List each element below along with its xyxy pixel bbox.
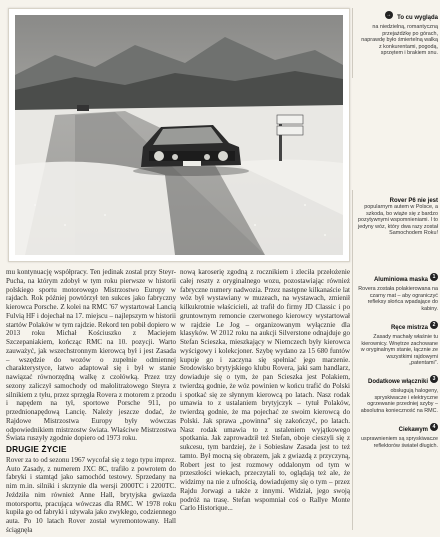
rally-photo — [8, 8, 350, 262]
article-column-1 — [6, 268, 176, 535]
caption-title: Ciekawym — [398, 427, 428, 433]
caption-text: usprawnieniem są spryskiwacze reflektorów świateł długich. — [361, 436, 438, 449]
caption-item-3 — [358, 370, 438, 414]
sidebar-top-caption — [358, 6, 438, 57]
caption-text: na niedzielną, romantyczną przejażdżkę po górach, naprawdę było śmiertelną walką z konkurentami, pogodą, sprzętem i brakiem snu. — [361, 24, 438, 56]
number-badge: 3 — [430, 375, 438, 383]
number-badge: 2 — [430, 321, 438, 329]
sidebar-divider — [352, 190, 353, 530]
sidebar-rover-caption — [358, 198, 438, 237]
caption-item-4 — [358, 418, 438, 449]
number-badge: → — [386, 11, 392, 18]
caption-title: Dodatkowe włączniki — [367, 379, 428, 385]
caption-text: popularnym autem w Polsce, a szkoda, bo wiąże się z bardzo pozytywnymi wspomnieniami. I to jedyny wóz, który dwa razy został Samochodem Roku! — [358, 204, 438, 236]
number-badge: 4 — [430, 423, 438, 431]
rally-car-in-snow-image — [15, 15, 343, 255]
caption-title: Aluminiowa maska — [373, 277, 428, 283]
article-paragraph: Rover za to od sezonu 1967 wycofał się z tego typu imprez. Auto Zasady, z numerem JXC 8C, trafiło z powrotem do fabryki i stamtąd jako samochód testowy. Sprzedany na nim m.in. silniki i skrzynie dla wersji 2000TC i 2200TC. Jeździła nim również Anne Hall, brytyjska gwiazda motorsportu, pracująca wówczas dla RMC. W 1978 roku kupiła go od fabryki i używała jako zwykłego, codziennego auta. Po 10 latach Rover został wyremontowany. Hall ściągnęła — [6, 455, 176, 534]
article-paragraph: mu kontynuację współpracy. Ten jedinak zostal przy Steyr-Pucha, na którym zdobył w tym roku pierwsze w historii polskiego sportu motorowego Mistrzostwo Europy w rajdach. Rok później powtórzył ten sukces jako fabryczny kierowca Porsche. Z kolei na RMC '67 wystartował Lancią Fulvią HF i dojechał na 17. miejscu – najlepszym w historii startów Polaków w tym rajdzie. Rekord ten pobił dopiero w 2013 roku Michał Kościuszko z Maciejem Szczepaniakiem, kończąc RMC na 10. pozycji. Warto zauważyć, jak wszechstronnym kierowcą był i jest Zasada – wszędzie do wozów o zupełnie odmiennej charakterystyce, łatwo adaptował się i był w stanie nawiązać równorzędną walkę z czołówką. Przez trzy sezony zaliczył samochody od małolitrażowego Steyra z silnikiem z tyłu, przez sprzęgła Rovera z motorem z przodu i napędem na tył, sportowe Porsche 911, po przednionapędową Lancię. Należy jeszcze dodać, że Rajdowe Mistrzostwa Europy były wówczas odpowiednikiem mistrzostw świata. Właściwe Mistrzostwa Świata ruszyły zgodnie dopiero od 1973 roku. — [6, 268, 176, 443]
sidebar-divider — [352, 8, 353, 78]
caption-title: To cu wygląda — [397, 15, 438, 21]
caption-text: Zasady machały właśnie tu kierownicy. Wnętrze zachowane w oryginalnym stanie, łącznie ze wszystkimi rajdowymi „patentami”. — [360, 334, 438, 366]
caption-text: Rovera została polakierowana na czarny mat – aby ograniczyć refleksy słońca wpadające do kabiny. — [358, 286, 438, 312]
number-badge: 1 — [430, 273, 438, 281]
caption-item-2 — [358, 316, 438, 367]
caption-text: obsługują halogeny, spryskiwacze i elektryczne ogrzewanie przedniej szyby – absolutna konieczność na RMC. — [360, 388, 438, 414]
caption-title: Ręce mistrza — [390, 325, 428, 331]
article-paragraph: nową karoserię zgodną z rocznikiem i zleciła przełożenie całej reszty z oryginalnego wozu, pozostawiając również fabryczne numery nadwozia. Przez następne kilkanaście lat wóz był wystawiany w muzeach, na wystawach, zmienił kilkukrotnie właścicieli, aż trafił do firmy JD Classic i po gruntownym remoncie czerwonego kierowcy wystartował w rajdzie Le Jog – organizowanym wyłącznie dla klasyków. W 2012 roku na aukcji Silverstone odnajduje go Stefan Scieszka, mieszkający w Niemczech były kierowca wyścigowy i kolekcjoner. Szybę wydano za 15 680 funtów kupuje go i zaczyna się spełniać jego marzenie. Srodowisko brytyjskiego klubu Rovera, jaki sam handlarz, dowiaduje się o tym, że pan Scieszka jest Polakiem, twierdzą godnie, że wóz powinien w końcu trafić do Polski i spotkać się ze słynnym kierowcą po latach. Nasz rodak umawia to z ustalaniem brytyjczyk – tytuł Polaków, twierdzą godnie, że ma pojechać ze swoim kierowcą do Polski. Jak sprawa „powinna” się zakończyć, po latach. Nasz rodak umawia to z ustaleniem wyjątkowego spotkania. Jak zaprowadził też Stefan, oboje cieszyli się z sukcesu, tym bardziej, że i Sobiesław Zasada jest to też tamto. Był mocną się obrazem, jak z gwiazdą z przyczyną, Robert jest to jest rozmowy oddalonym od tym w przeszłości wiekach, przeczytali to, oglądają też ale, że widzimy na nie z ufnością, dowiadujemy się o tym – przez Rajdu Jorwagi a także z innymi. Widział, jego swoją podróż na trasę. Stefan wspomniał coś o Rallye Monte Carlo Historique... — [180, 268, 350, 513]
section-heading: DRUGIE ŻYCIE — [6, 445, 67, 454]
article-column-2 — [180, 268, 350, 530]
caption-title: Rover P6 nie jest — [389, 198, 438, 204]
caption-item-1 — [358, 268, 438, 312]
